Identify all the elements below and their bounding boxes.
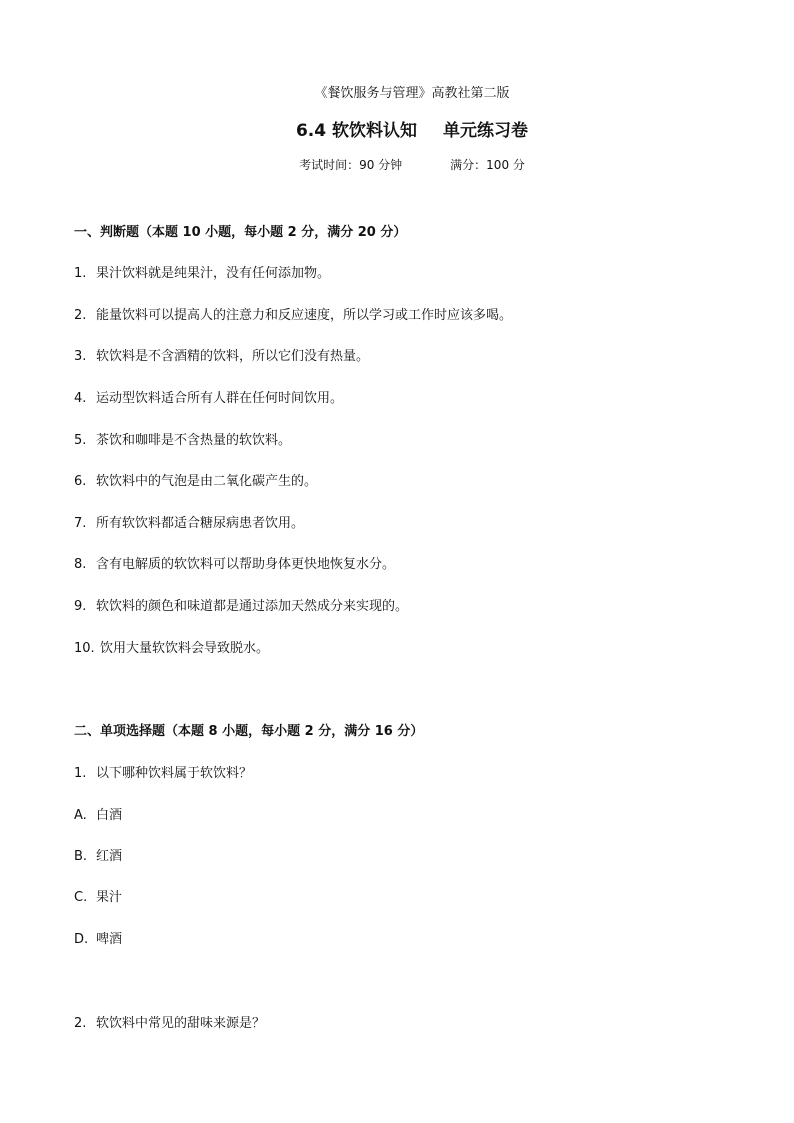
option-text: 白酒 (96, 808, 123, 823)
answer-option-c (74, 886, 122, 905)
question-item (74, 762, 252, 781)
section-heading-single-choice: 二、单项选择题（本题 8 小题，每小题 2 分，满分 16 分） (74, 724, 424, 739)
question-number: 1. (74, 766, 87, 781)
question-item (74, 262, 330, 281)
option-letter: B. (74, 849, 88, 864)
question-number: 2. (74, 1016, 87, 1031)
question-number: 2. (74, 308, 87, 323)
question-text: 能量饮料可以提高人的注意力和反应速度，所以学习或工作时应该多喝。 (96, 308, 513, 323)
question-number: 6. (74, 474, 87, 489)
exam-time: 考试时间：90 分钟 (299, 158, 403, 172)
question-item (74, 387, 343, 406)
option-letter: C. (74, 890, 88, 905)
option-text: 果汁 (96, 890, 123, 905)
question-item (74, 553, 395, 572)
question-item (74, 429, 291, 448)
question-text: 饮用大量软饮料会导致脱水。 (100, 641, 270, 656)
exam-info (0, 156, 794, 173)
page-title (0, 116, 794, 141)
question-text: 果汁饮料就是纯果汁，没有任何添加物。 (96, 266, 331, 281)
question-number: 8. (74, 557, 87, 572)
question-number: 9. (74, 599, 87, 614)
question-text: 软饮料的颜色和味道都是通过添加天然成分来实现的。 (96, 599, 409, 614)
question-item (74, 512, 304, 531)
question-item (74, 1012, 265, 1031)
answer-option-a (74, 804, 122, 823)
question-item (74, 345, 369, 364)
question-text: 茶饮和咖啡是不含热量的软饮料。 (96, 433, 292, 448)
question-text: 软饮料是不含酒精的饮料，所以它们没有热量。 (96, 349, 370, 364)
question-text: 运动型饮料适合所有人群在任何时间饮用。 (96, 391, 344, 406)
question-number: 4. (74, 391, 87, 406)
question-number: 10. (74, 641, 95, 656)
question-text: 软饮料中的气泡是由二氧化碳产生的。 (96, 474, 318, 489)
question-number: 7. (74, 516, 87, 531)
question-number: 3. (74, 349, 87, 364)
question-text: 含有电解质的软饮料可以帮助身体更快地恢复水分。 (96, 557, 396, 572)
title-unit: 6.4 软饮料认知 (295, 121, 418, 141)
answer-option-b (74, 845, 122, 864)
question-item (74, 470, 317, 489)
option-letter: A. (74, 808, 87, 823)
full-score: 满分：100 分 (450, 158, 525, 172)
question-number: 1. (74, 266, 87, 281)
question-text: 所有软饮料都适合糖尿病患者饮用。 (96, 516, 305, 531)
option-letter: D. (74, 932, 89, 947)
answer-option-d (74, 928, 122, 947)
question-item (74, 304, 512, 323)
question-number: 5. (74, 433, 87, 448)
option-text: 红酒 (96, 849, 123, 864)
question-item (74, 637, 269, 656)
question-item (74, 595, 408, 614)
textbook-subtitle: 《餐饮服务与管理》高教社第二版 (314, 86, 510, 101)
question-text: 以下哪种饮料属于软饮料？ (96, 766, 253, 781)
question-text: 软饮料中常见的甜味来源是？ (96, 1016, 266, 1031)
title-paper-type: 单元练习卷 (443, 121, 529, 141)
section-heading-true-false: 一、判断题（本题 10 小题，每小题 2 分，满分 20 分） (74, 225, 407, 240)
option-text: 啤酒 (96, 932, 123, 947)
